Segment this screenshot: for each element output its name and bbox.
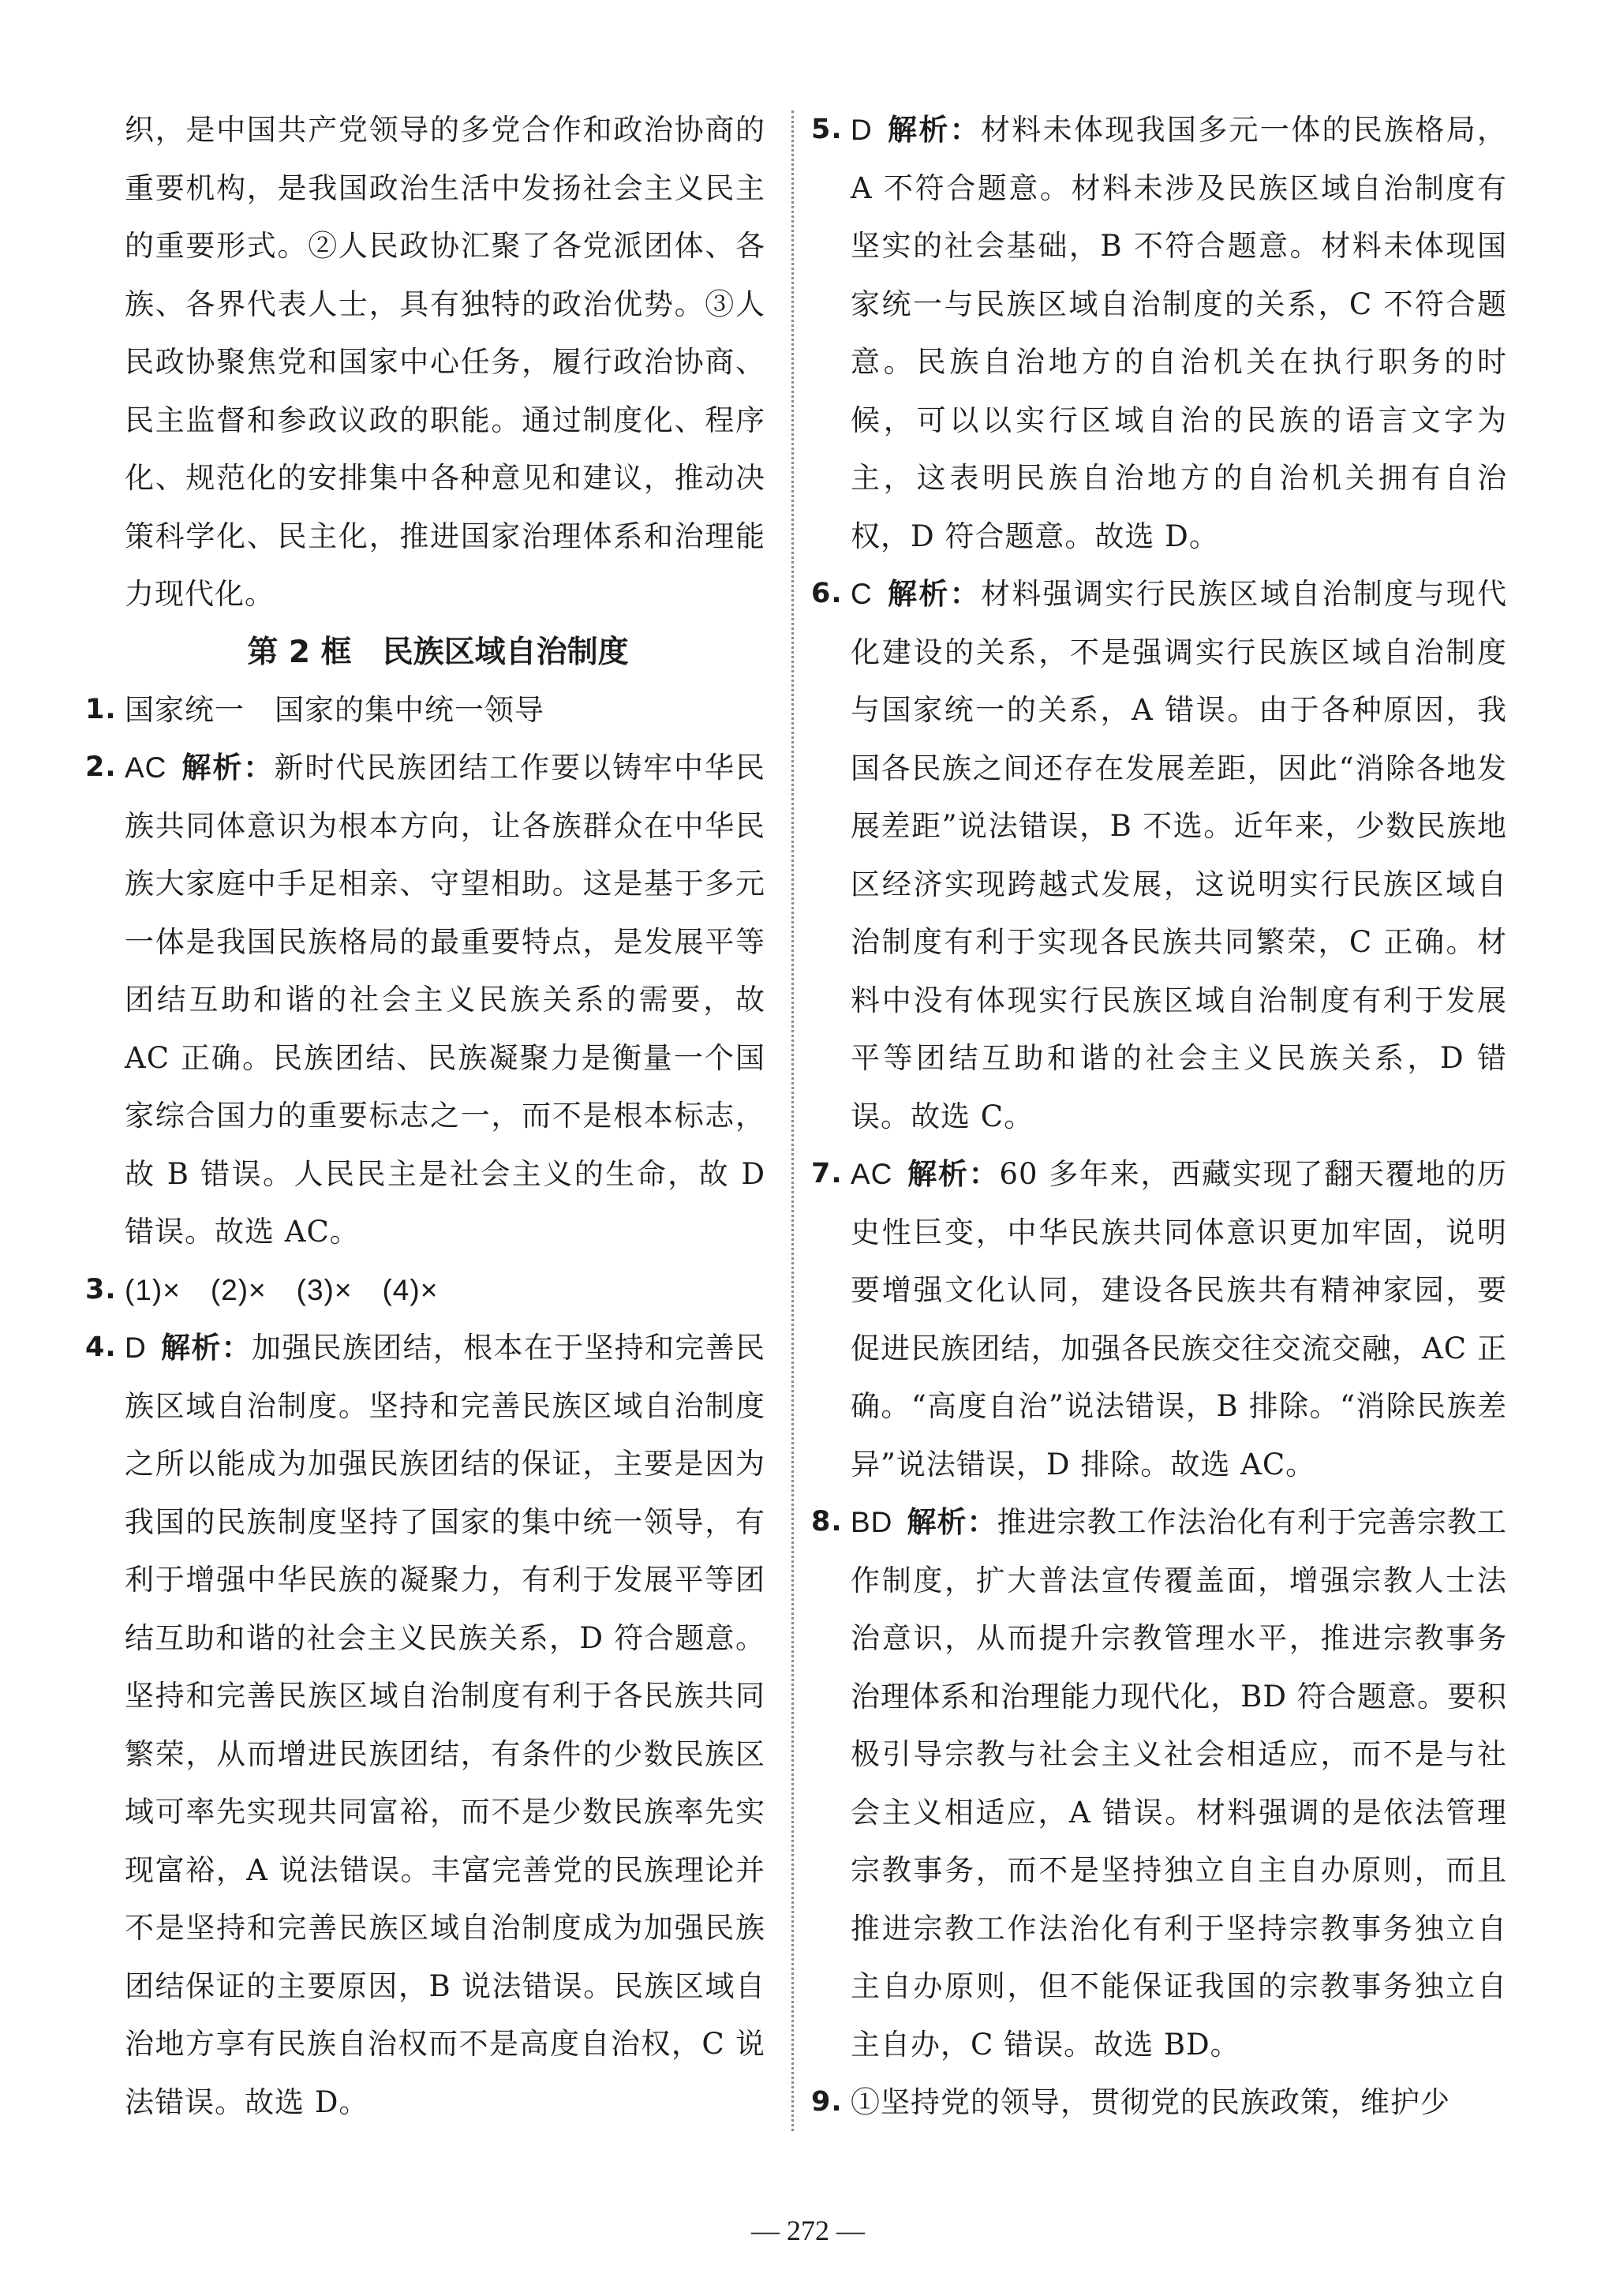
answer-number: 1.	[85, 693, 117, 725]
analysis-text: 60 多年来，西藏实现了翻天覆地的历史性巨变，中华民族共同体意识更加牢固，说明要增强文化认同，建设各民族共有精神家园，要促进民族团结，加强各民族交往交流交融，AC 正确。“高度自治”说法错误，B 排除。“消除民族差异”说法错误，D 排除。故选 AC。	[851, 1157, 1508, 1481]
analysis-label: 解析：	[886, 113, 981, 147]
answer-key: 国家统一 国家的集中统一领导	[125, 693, 544, 726]
answer-item-9	[813, 2073, 1507, 2132]
answer-item-4	[87, 1319, 765, 2131]
answer-text: ①坚持党的领导，贯彻党的民族政策，维护少	[851, 2085, 1450, 2119]
analysis-label: 解析：	[907, 1157, 1000, 1191]
answer-key: D	[851, 114, 873, 146]
analysis-text: 推进宗教工作法治化有利于完善宗教工作制度，扩大普法宣传覆盖面，增强宗教人士法治意识，从而提升宗教管理水平，推进宗教事务治理体系和治理能力现代化，BD 符合题意。要积极引导宗教与社会主义社会相适应，而不是与社会主义相适应，A 错误。材料强调的是依法管理宗教事务，而不是坚持独立自主自办原则，而且推进宗教工作法治化有利于坚持宗教事务独立自主自办原则，但不能保证我国的宗教事务独立自主自办，C 错误。故选 BD。	[851, 1505, 1508, 2062]
answer-key: (1)× (2)× (3)× (4)×	[125, 1273, 439, 1306]
answer-number: 2.	[85, 751, 117, 783]
right-column	[813, 101, 1507, 2132]
analysis-text: 材料未体现我国多元一体的民族格局，A 不符合题意。材料未涉及民族区域自治制度有坚实的社会基础，B 不符合题意。材料未体现国家统一与民族区域自治制度的关系，C 不符合题意。民族自治地方的自治机关在执行职务的时候，可以以实行区域自治的民族的语言文字为主，这表明民族自治地方的自治机关拥有自治权，D 符合题意。故选 D。	[851, 113, 1508, 553]
section-heading: 第 2 框 民族区域自治制度	[247, 634, 629, 670]
answer-number: 6.	[811, 578, 843, 609]
answer-item-2	[87, 739, 765, 1261]
answer-item-1	[87, 681, 765, 740]
answer-key: AC	[851, 1158, 893, 1190]
analysis-label: 解析：	[160, 1331, 252, 1365]
analysis-label: 解析：	[907, 1505, 997, 1539]
left-column	[87, 101, 765, 2131]
analysis-text: 材料强调实行民族区域自治制度与现代化建设的关系，不是强调实行民族区域自治制度与国家统一的关系，A 错误。由于各种原因，我国各民族之间还存在发展差距，因此“消除各地发展差距”说法错误，B 不选。近年来，少数民族地区经济实现跨越式发展，这说明实行民族区域自治制度有利于实现各民族共同繁荣，C 正确。材料中没有体现实行民族区域自治制度有利于发展平等团结互助和谐的社会主义民族关系，D 错误。故选 C。	[851, 577, 1508, 1133]
analysis-label: 解析：	[886, 577, 981, 611]
analysis-label: 解析：	[181, 751, 275, 785]
answer-number: 4.	[85, 1332, 117, 1363]
answer-key: C	[851, 578, 873, 610]
answer-number: 5.	[811, 114, 843, 145]
answer-number: 3.	[85, 1273, 117, 1305]
continuation-text: 织，是中国共产党领导的多党合作和政治协商的重要机构，是我国政治生活中发扬社会主义民主的重要形式。②人民政协汇聚了各党派团体、各族、各界代表人士，具有独特的政治优势。③人民政协聚焦党和国家中心任务，履行政治协商、民主监督和参政议政的职能。通过制度化、程序化、规范化的安排集中各种意见和建议，推动决策科学化、民主化，推进国家治理体系和治理能力现代化。	[125, 113, 765, 611]
column-divider	[791, 110, 794, 2131]
answer-item-6	[813, 565, 1507, 1145]
answer-key: AC	[125, 751, 167, 784]
answer-item-3	[87, 1261, 765, 1320]
page-number: — 272 —	[751, 2215, 865, 2246]
answer-key: D	[125, 1332, 147, 1364]
answer-number: 8.	[811, 1506, 843, 1538]
answer-key: BD	[851, 1506, 893, 1538]
analysis-text: 加强民族团结，根本在于坚持和完善民族区域自治制度。坚持和完善民族区域自治制度之所以能成为加强民族团结的保证，主要是因为我国的民族制度坚持了国家的集中统一领导，有利于增强中华民族的凝聚力，有利于发展平等团结互助和谐的社会主义民族关系，D 符合题意。坚持和完善民族区域自治制度有利于各民族共同繁荣，从而增进民族团结，有条件的少数民族区域可率先实现共同富裕，而不是少数民族率先实现富裕，A 说法错误。丰富完善党的民族理论并不是坚持和完善民族区域自治制度成为加强民族团结保证的主要原因，B 说法错误。民族区域自治地方享有民族自治权而不是高度自治权，C 说法错误。故选 D。	[125, 1331, 766, 2119]
answer-number: 9.	[811, 2086, 843, 2118]
answer-item-7	[813, 1145, 1507, 1493]
answer-item-8	[813, 1493, 1507, 2073]
answer-item-5	[813, 101, 1507, 565]
answer-number: 7.	[811, 1158, 843, 1189]
analysis-text: 新时代民族团结工作要以铸牢中华民族共同体意识为根本方向，让各族群众在中华民族大家庭中手足相亲、守望相助。这是基于多元一体是我国民族格局的最重要特点，是发展平等团结互助和谐的社会主义民族关系的需要，故 AC 正确。民族团结、民族凝聚力是衡量一个国家综合国力的重要标志之一，而不是根本标志，故 B 错误。人民民主是社会主义的生命，故 D 错误。故选 AC。	[125, 751, 766, 1249]
